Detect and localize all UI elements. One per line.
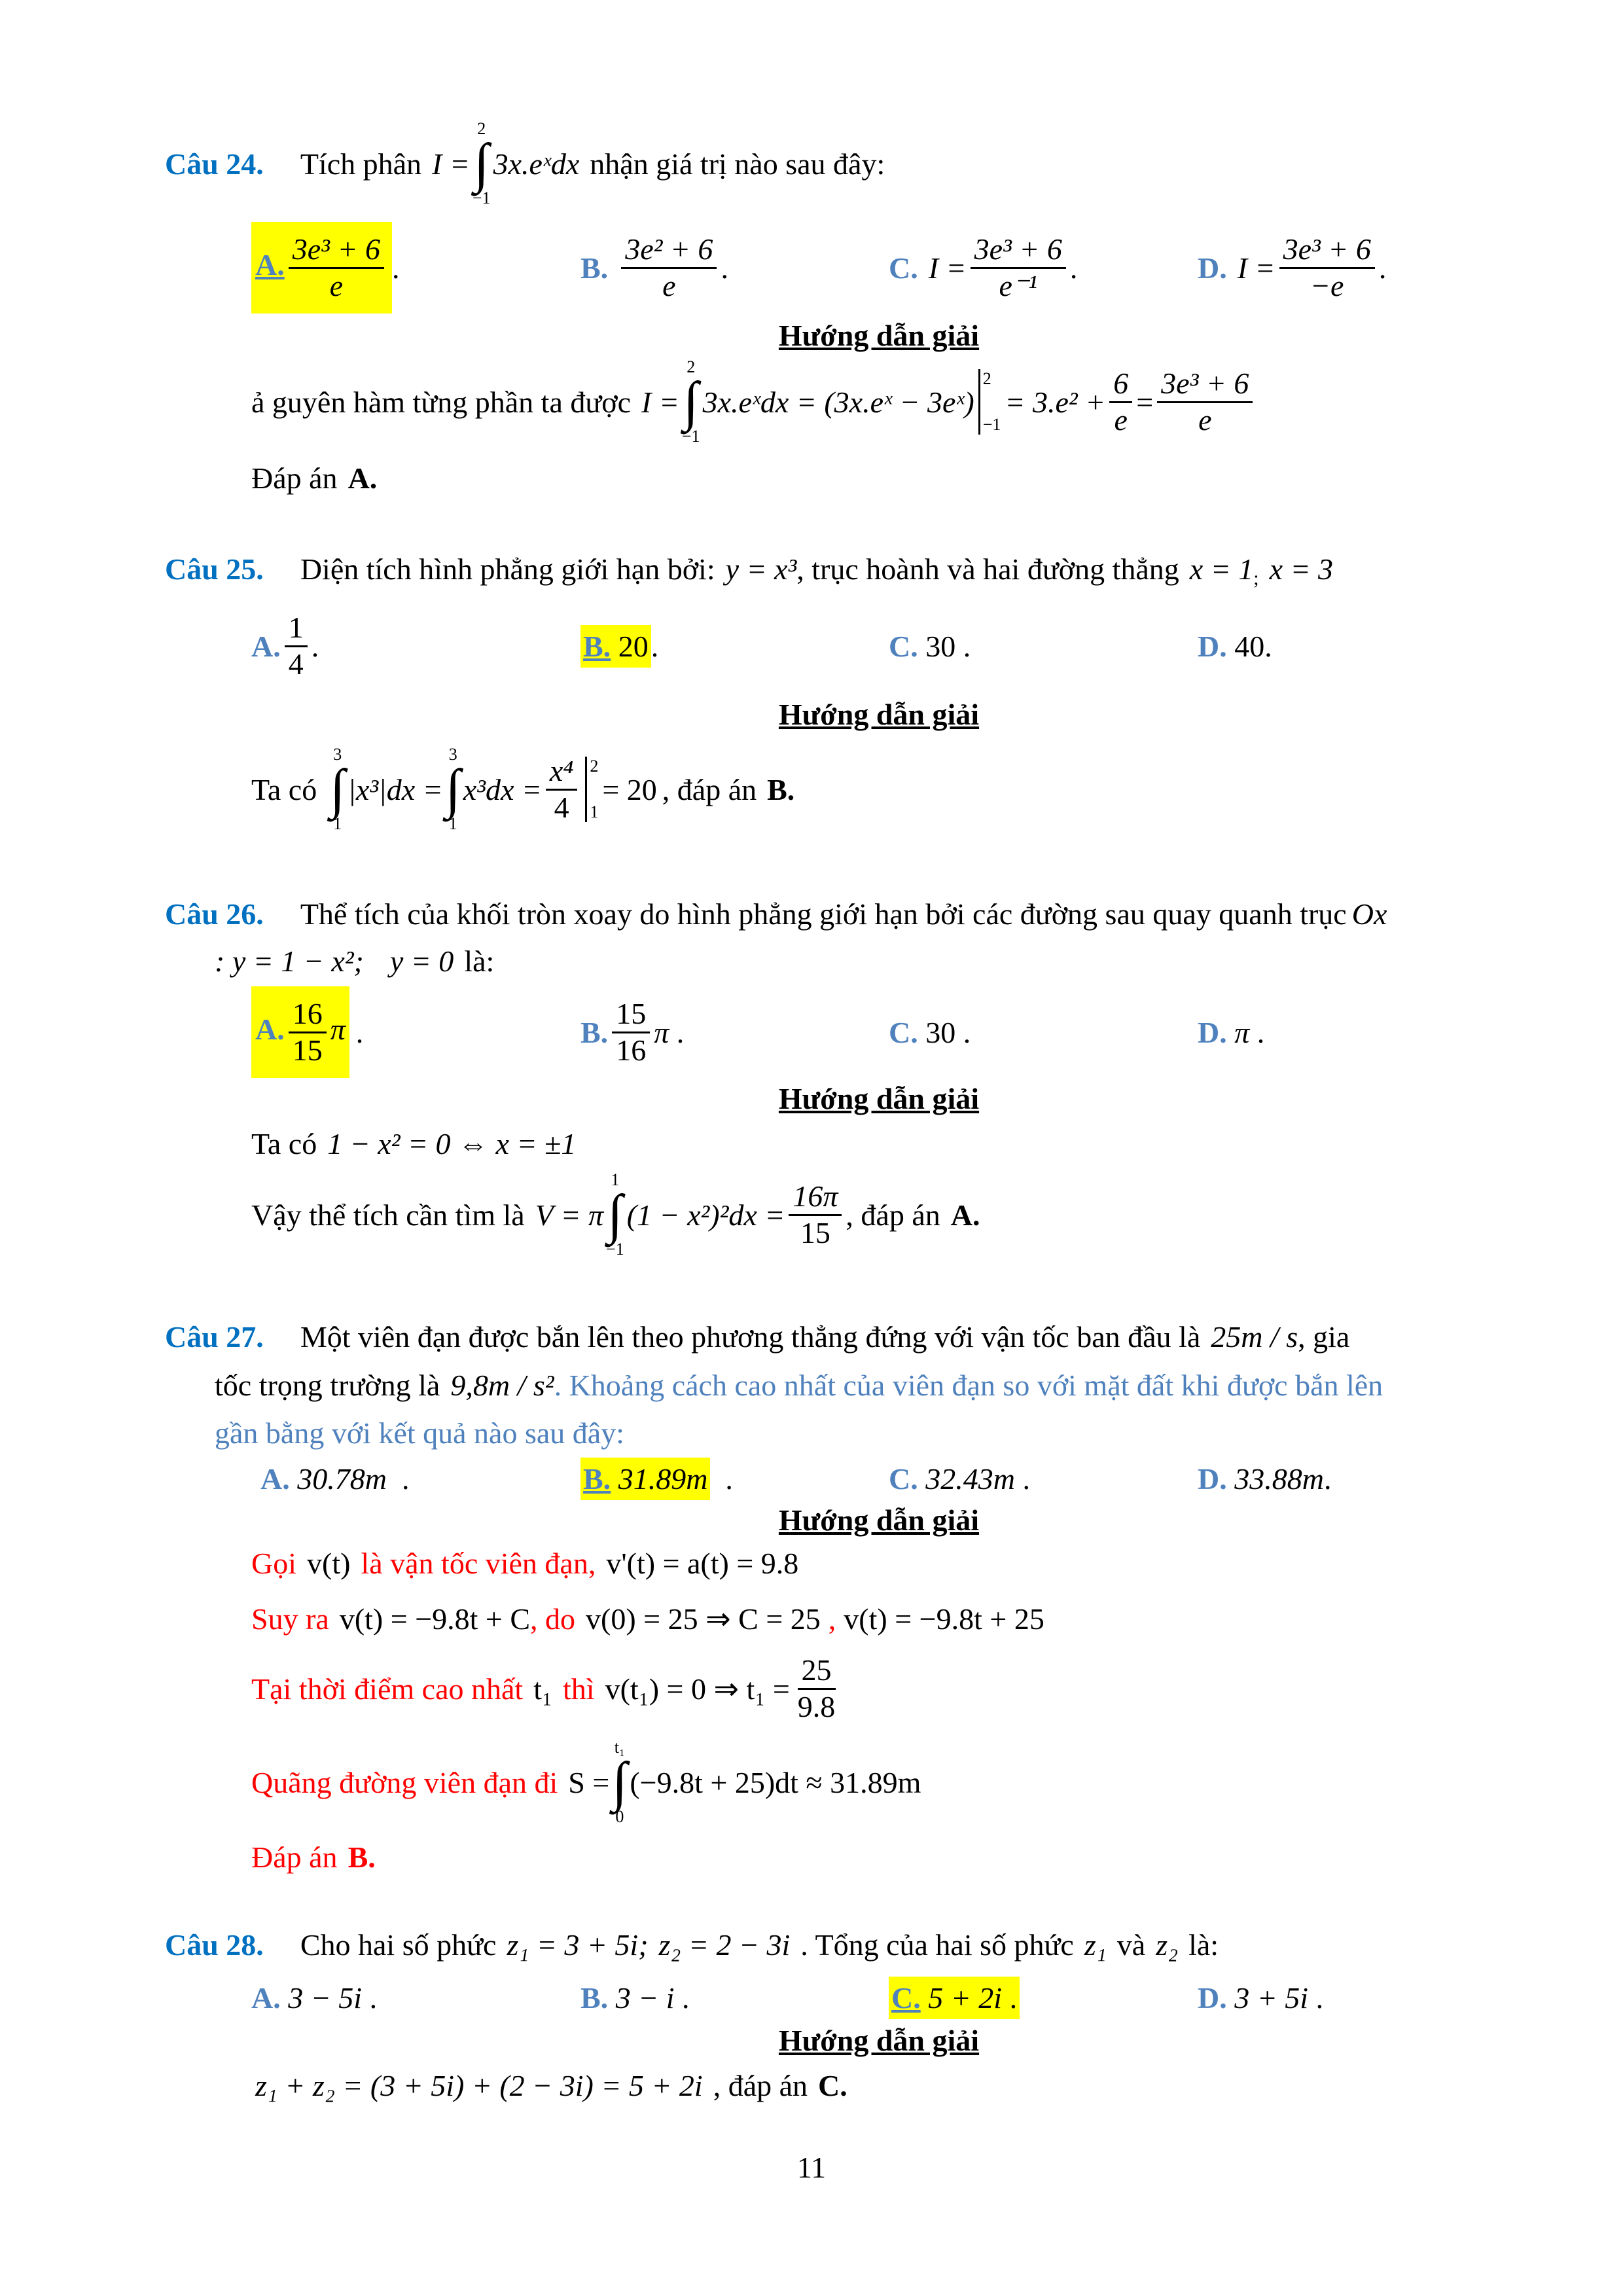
answer-highlight <box>889 1977 1020 2019</box>
fraction <box>612 997 650 1068</box>
q25-option-d[interactable] <box>1198 620 1272 672</box>
q27-s2d: , <box>828 1602 836 1636</box>
q27-l1b: , gia <box>1298 1319 1350 1354</box>
q27-s3a: Tại thời điểm cao nhất <box>251 1672 524 1706</box>
q25-options-0-letter: A. <box>251 629 281 663</box>
integral-sign: 3 ∫ 1 <box>330 745 346 833</box>
q28-solution-title: Hướng dẫn giải <box>778 2024 980 2057</box>
q25-options-0-end: . <box>311 629 319 663</box>
q26-line2a: : y = 1 − x²; <box>215 944 364 978</box>
q25-m3: x = 3 <box>1269 552 1334 586</box>
q27-l1a: Một viên đạn được bắn lên theo phương thẳng đứng với vận tốc ban đầu là <box>300 1319 1201 1354</box>
q27-s3c: v(t₁) = 0 ⇒ t₁ = <box>605 1672 790 1706</box>
q25-i1_up: 3 <box>333 745 342 764</box>
q28-solution <box>255 2059 847 2111</box>
q24-options-1-num: 3e² + 6 <box>621 232 717 269</box>
fraction <box>971 232 1066 304</box>
q27-s4b: (−9.8t + 25)dt ≈ 31.89m <box>630 1765 921 1799</box>
q24-up: 2 <box>477 119 486 139</box>
q28-label: Câu 28. <box>165 1928 264 1962</box>
q27-l2b: . Khoảng cách cao nhất của viên đạn so với mặt đất khi được bắn lên <box>554 1368 1383 1402</box>
q25-options-0-den: 4 <box>288 647 304 681</box>
q27-answer: B. <box>348 1840 376 1874</box>
q28-options-0-letter: A. <box>251 1981 281 2015</box>
q27-s2b: , do <box>530 1602 576 1636</box>
q27-s1b: là vận tốc viên đạn, <box>361 1546 596 1580</box>
q28-answer: C. <box>818 2068 847 2102</box>
q24-sol_a: 3x.eˣdx = (3x.eˣ − 3eˣ) <box>702 385 974 419</box>
q25-i2_up: 3 <box>448 745 457 764</box>
q27-options-1-value: 31.89m <box>618 1462 708 1496</box>
q24-options-2-num: 3e³ + 6 <box>971 232 1066 269</box>
q25-sol_pre: Ta có <box>251 772 317 806</box>
q27-option-c[interactable] <box>889 1452 1030 1505</box>
q26-options-2-letter: C. <box>889 1015 918 1049</box>
q27-l2a: tốc trọng trường là <box>215 1368 440 1402</box>
q28-m3: z₁ <box>1084 1928 1107 1962</box>
q27-s2c: v(0) = 25 ⇒ C = 25 <box>586 1602 821 1636</box>
q24-sol_b: = 3.e² + <box>1005 385 1106 419</box>
q25-label: Câu 25. <box>165 552 264 586</box>
q25-options-1-letter: B. <box>583 629 611 663</box>
q24-options-3-end: . <box>1378 251 1387 285</box>
q26-up: 1 <box>611 1170 620 1190</box>
q28-options-3-value: 3 + 5i <box>1234 1981 1309 2015</box>
q27-answer <box>251 1831 376 1883</box>
q24-option-b[interactable] <box>580 232 728 302</box>
q25-fn: x⁴ <box>546 754 577 791</box>
q27-up: t₁ <box>614 1738 625 1757</box>
q27-options-0-letter: A. <box>260 1462 290 1496</box>
q27-options-3-value: 33.88m <box>1234 1462 1324 1496</box>
q27-solution-3 <box>251 1653 843 1723</box>
q27-options-0-end: . <box>401 1462 410 1496</box>
q24-integrand: 3x.eˣdx <box>493 147 580 181</box>
q27-answer_pre: Đáp án <box>251 1840 338 1874</box>
q25-s2: x³dx = <box>463 772 542 806</box>
q25-options-3-value: 40 <box>1234 629 1265 663</box>
q27-s4a: Quãng đường viên đạn đi <box>251 1765 558 1799</box>
q26-options-1-end: . <box>676 1015 685 1049</box>
q25-option-a[interactable] <box>251 610 319 681</box>
q24-sol_text: ả guyên hàm từng phần ta được <box>251 385 632 419</box>
q26-line2b: y = 0 <box>389 944 454 978</box>
answer-highlight <box>251 986 349 1079</box>
q26-fn: 16π <box>789 1179 842 1216</box>
q24-option-a[interactable] <box>251 232 400 302</box>
q26-options-0-den: 15 <box>292 1033 323 1067</box>
q26-options-0-post: π <box>330 1012 346 1046</box>
q25-s3: = 20 <box>602 772 657 806</box>
q24-options-1-end: . <box>721 251 728 285</box>
q25-answer: B. <box>767 772 795 806</box>
q27-lo: 0 <box>615 1806 624 1826</box>
q26-label: Câu 26. <box>165 897 264 931</box>
q26-options-0-end: . <box>355 1015 364 1049</box>
fraction <box>789 1179 842 1251</box>
q24-options-3-num: 3e³ + 6 <box>1279 232 1375 269</box>
q28-option-c[interactable] <box>889 1971 1020 2024</box>
q27-options-2-end: . <box>1022 1462 1030 1496</box>
fraction <box>1157 367 1253 438</box>
q27-s2e: v(t) = −9.8t + 25 <box>844 1602 1044 1636</box>
q25-question <box>165 543 1333 595</box>
q27-question-line2 <box>215 1359 1383 1411</box>
q24-sol_I: I = <box>641 385 679 419</box>
q25-options-3-end: . <box>1264 629 1272 663</box>
q26-fd: 15 <box>800 1215 830 1249</box>
q24-options-0-letter: A. <box>255 247 285 281</box>
q24-options-2-pre: I = <box>928 251 967 285</box>
q24-sol_lo: −1 <box>681 426 700 446</box>
q26-option-a[interactable] <box>251 996 364 1067</box>
q26-options-1-num: 15 <box>612 997 650 1033</box>
q24-solution-title: Hướng dẫn giải <box>778 319 980 352</box>
q27-question <box>165 1310 1508 1363</box>
evaluation-bar <box>978 369 1001 435</box>
fraction <box>1109 367 1132 438</box>
q27-solution-2 <box>251 1592 1044 1645</box>
q25-options-1-value: 20 <box>618 629 649 663</box>
q24-f2n: 3e³ + 6 <box>1157 367 1253 403</box>
q26-sol2_pre: Vậy thể tích cần tìm là <box>251 1198 525 1232</box>
fraction <box>794 1653 840 1725</box>
q24-f2d: e <box>1198 403 1212 437</box>
q27-s1a: Gọi <box>251 1546 296 1580</box>
q26-option-c[interactable] <box>889 1006 971 1058</box>
q24-options-2-end: . <box>1069 251 1078 285</box>
q27-options-2-letter: C. <box>889 1462 918 1496</box>
integral: 2 ∫ −1 <box>681 357 700 446</box>
q24-options-0-end: . <box>391 251 400 285</box>
q28-mid: . Tổng của hai số phức <box>800 1928 1074 1962</box>
q25-s4: , đáp án <box>662 772 757 806</box>
q24-options-1-letter: B. <box>580 251 609 285</box>
q26-question <box>165 888 1387 940</box>
q26-solution-1 <box>251 1117 576 1170</box>
q27-question-line3 <box>215 1407 624 1459</box>
q27-l2m: 9,8m / s² <box>450 1368 554 1402</box>
integral-sign: 3 ∫ 1 <box>445 745 461 833</box>
q24-bar_up: 2 <box>982 369 991 388</box>
q28-option-b[interactable] <box>580 1971 690 2024</box>
q25-m2: x = 1 <box>1189 552 1254 586</box>
q28-options-2-letter: C. <box>891 1981 921 2015</box>
q26-options-2-value: 30 <box>925 1015 956 1049</box>
q28-m2: z₂ = 2 − 3i <box>658 1928 791 1962</box>
q26-solution-title: Hướng dẫn giải <box>778 1082 980 1115</box>
q25-semi: ; <box>1253 567 1259 589</box>
q25-solution <box>251 745 795 833</box>
q25-s1: |x³|dx = <box>348 772 443 806</box>
q28-question <box>165 1918 1219 1971</box>
q28-option-a[interactable] <box>251 1971 377 2024</box>
q25-options-2-letter: C. <box>889 629 918 663</box>
q26-sol1: 1 − x² = 0 ⇔ x = ±1 <box>327 1126 577 1160</box>
q25-bar_up: 2 <box>590 757 599 776</box>
q26-line2c: là: <box>464 944 495 978</box>
q28-m1: z₁ = 3 + 5i; <box>507 1928 649 1962</box>
q25-options-0-num: 1 <box>285 611 308 647</box>
q28-options-1-end: . <box>682 1981 690 2015</box>
q24-options-0-num: 3e³ + 6 <box>289 232 384 269</box>
q24-bar_lo: −1 <box>982 415 1001 434</box>
q24-option-d[interactable] <box>1198 232 1387 302</box>
q26-option-b[interactable] <box>580 996 685 1067</box>
q25-options-2-value: 30 <box>925 629 956 663</box>
q27-s1c: v'(t) = a(t) = 9.8 <box>606 1546 799 1580</box>
q24-answer_pre: Đáp án <box>251 461 338 495</box>
q25-options-2-end: . <box>963 629 971 663</box>
q26-options-1-den: 16 <box>616 1033 647 1067</box>
q26-sol2_c: , đáp án <box>846 1198 940 1232</box>
q27-s3d: 9.8 <box>797 1689 836 1723</box>
q27-solution-1 <box>251 1537 798 1589</box>
q28-text: Cho hai số phức <box>300 1928 497 1962</box>
q27-s2m: v(t) = −9.8t + C <box>339 1602 531 1636</box>
q26-question-line2 <box>215 935 494 987</box>
integral: 2 ∫ −1 <box>472 119 491 207</box>
q24-rest: nhận giá trị nào sau đây: <box>590 147 885 181</box>
q25-m1: y = x³ <box>725 552 797 586</box>
q28-m4: z₂ <box>1156 1928 1179 1962</box>
q24-options-2-den: e⁻¹ <box>999 268 1037 302</box>
q24-label: Câu 24. <box>165 147 264 181</box>
q24-answer <box>251 452 377 504</box>
q26-options-3-end: . <box>1257 1015 1265 1049</box>
q26-sol2_v: V = π <box>535 1198 604 1232</box>
integral-sign: 1 ∫ −1 <box>606 1170 624 1259</box>
q28-options-1-letter: B. <box>580 1981 609 2015</box>
q27-options-1-letter: B. <box>583 1462 611 1496</box>
q24-options-0-den: e <box>329 268 344 302</box>
q27-options-1-end: . <box>725 1462 733 1496</box>
q24-lo: −1 <box>472 188 491 207</box>
q26-options-0-num: 16 <box>289 997 327 1033</box>
q26-option-d[interactable] <box>1198 1006 1264 1058</box>
q27-s2a: Suy ra <box>251 1602 329 1636</box>
q27-options-3-end: . <box>1323 1462 1332 1496</box>
q26-options-3-value: π <box>1234 1015 1250 1049</box>
q27-s3b: thì <box>563 1672 595 1706</box>
q26-solution-2 <box>251 1170 980 1259</box>
q26-lo: −1 <box>606 1239 624 1259</box>
q28-options-1-value: 3 − i <box>615 1981 675 2015</box>
q27-s4m: S = <box>568 1765 610 1799</box>
q28-options-3-letter: D. <box>1198 1981 1227 2015</box>
q25-option-c[interactable] <box>889 620 971 672</box>
q27-option-d[interactable] <box>1198 1452 1331 1505</box>
q27-l3: gần bằng với kết quả nào sau đây: <box>215 1416 624 1450</box>
q27-options-2-value: 32.43m <box>925 1462 1015 1496</box>
q28-end: là: <box>1188 1928 1219 1962</box>
q24-f1d: e <box>1114 403 1128 437</box>
fraction <box>1279 232 1375 304</box>
q24-eq: = <box>1136 385 1154 419</box>
q27-label: Câu 27. <box>165 1319 264 1354</box>
q26-options-3-letter: D. <box>1198 1015 1227 1049</box>
q25-fd: 4 <box>554 790 569 824</box>
q24-options-2-letter: C. <box>889 251 918 285</box>
q27-options-3-letter: D. <box>1198 1462 1227 1496</box>
fraction <box>546 754 577 825</box>
answer-highlight <box>580 625 651 668</box>
q24-options-1-den: e <box>662 268 676 302</box>
page-number: 11 <box>796 2151 827 2184</box>
q26-sol2_b: (1 − x²)²dx = <box>626 1198 785 1232</box>
answer-highlight <box>580 1458 710 1500</box>
integral-sign: t₁ ∫ 0 <box>612 1738 628 1826</box>
q25-options-3-letter: D. <box>1198 629 1227 663</box>
q25-mid: , trục hoành và hai đường thẳng <box>796 552 1179 586</box>
q26-options-1-letter: B. <box>580 1015 609 1049</box>
q26-options-0-letter: A. <box>255 1012 285 1046</box>
q25-solution-title: Hướng dẫn giải <box>778 698 980 731</box>
q28-and: và <box>1116 1928 1146 1962</box>
q26-options-2-end: . <box>963 1015 971 1049</box>
q25-bar_lo: 1 <box>590 802 599 821</box>
q27-option-a[interactable] <box>260 1452 409 1505</box>
q24-options-3-letter: D. <box>1198 251 1227 285</box>
q28-options-2-value: 5 + 2i <box>928 1981 1003 2015</box>
fraction <box>289 997 327 1068</box>
q25-options-1-end: . <box>651 629 659 663</box>
fraction <box>285 611 308 682</box>
q28-options-0-value: 3 − 5i <box>288 1981 363 2015</box>
q27-options-0-value: 30.78m <box>297 1462 387 1496</box>
q28-option-d[interactable] <box>1198 1971 1323 2024</box>
q25-text: Diện tích hình phẳng giới hạn bởi: <box>300 552 715 586</box>
q24-solution <box>251 357 1257 446</box>
q27-l1m: 25m / s <box>1211 1319 1298 1354</box>
q24-var: I = <box>432 147 470 181</box>
q24-option-c[interactable] <box>889 232 1078 302</box>
q24-text: Tích phân <box>300 147 422 181</box>
q25-i2_lo: 1 <box>448 814 457 833</box>
q26-answer: A. <box>950 1198 980 1232</box>
fraction <box>289 232 384 304</box>
q27-solution-title: Hướng dẫn giải <box>778 1503 980 1537</box>
q25-i1_lo: 1 <box>333 814 342 833</box>
q28-options-0-end: . <box>369 1981 378 2015</box>
q24-question <box>165 119 885 207</box>
evaluation-bar <box>585 757 598 822</box>
q28-sol_b: , đáp án <box>713 2068 808 2102</box>
answer-highlight <box>251 222 392 314</box>
q28-options-3-end: . <box>1315 1981 1324 2015</box>
q24-options-3-den: −e <box>1310 268 1344 302</box>
q27-solution-4 <box>251 1738 921 1826</box>
q28-sol: z₁ + z₂ = (3 + 5i) + (2 − 3i) = 5 + 2i <box>255 2068 703 2102</box>
q26-ox: Ox <box>1351 897 1387 931</box>
q24-answer: A. <box>348 461 378 495</box>
q24-sol_up: 2 <box>687 357 696 377</box>
q26-sol1_pre: Ta có <box>251 1126 317 1160</box>
fraction <box>621 232 717 304</box>
q26-text: Thể tích của khối tròn xoay do hình phẳng giới hạn bởi các đường sau quay quanh trục <box>300 897 1347 931</box>
q26-options-1-post: π <box>654 1015 669 1049</box>
q27-option-b[interactable] <box>580 1452 733 1505</box>
q27-s3m: t₁ <box>533 1672 553 1706</box>
q27-s3n: 25 <box>798 1653 836 1690</box>
q27-s1m: v(t) <box>307 1546 351 1580</box>
q25-option-b[interactable] <box>580 620 658 672</box>
q24-options-3-pre: I = <box>1237 251 1275 285</box>
q24-f1n: 6 <box>1109 367 1132 403</box>
q28-options-2-end: . <box>1009 1981 1018 2015</box>
